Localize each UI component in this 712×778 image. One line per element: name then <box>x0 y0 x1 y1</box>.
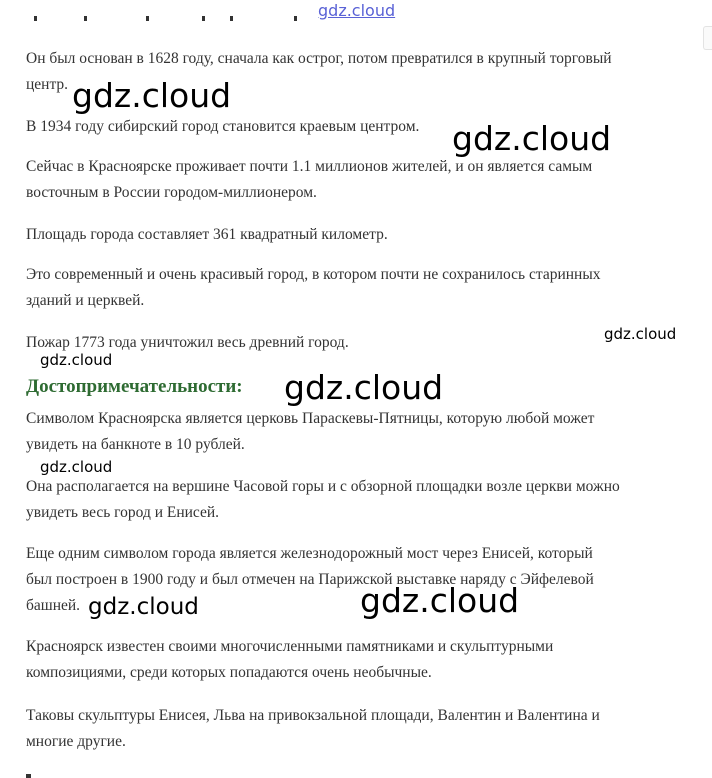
text-line: увидеть весь город и Енисей. <box>26 504 220 521</box>
text-line: Площадь города составляет 361 квадратный километр. <box>26 226 388 243</box>
watermark: gdz.cloud <box>360 581 520 620</box>
text-line: Она располагается на вершине Часовой горы и с обзорной площадки возле церкви можно <box>26 478 620 495</box>
text-line: увидеть на банкноте в 10 рублей. <box>26 436 245 453</box>
paragraph-sculptures <box>26 703 686 755</box>
text-line: зданий и церквей. <box>26 292 145 309</box>
text-line: Это современный и очень красивый город, в котором почти не сохранилось старинных <box>26 266 601 283</box>
text-line: Еще одним символом города является железнодорожный мост через Енисей, который <box>26 545 593 562</box>
paragraph-population <box>26 154 686 206</box>
watermark: gdz.cloud <box>72 76 232 115</box>
watermark: gdz.cloud <box>604 325 677 343</box>
cropped-text-line <box>26 16 326 22</box>
text-line: Символом Красноярска является церковь Параскевы-Пятницы, которую любой может <box>26 410 595 427</box>
text-line: Он был основан в 1628 году, сначала как острог, потом превратился в крупный торговый <box>26 50 612 67</box>
text-line: Красноярск известен своими многочисленными памятниками и скульптурными <box>26 638 554 655</box>
text-line: многие другие. <box>26 733 126 750</box>
text-line: башней. <box>26 597 81 614</box>
watermark: gdz.cloud <box>40 351 113 369</box>
text-line: центр. <box>26 76 69 93</box>
paragraph-monuments <box>26 634 686 686</box>
paragraph-chasovaya-hill <box>26 474 686 526</box>
cropped-text-line <box>26 774 31 778</box>
paragraph-modern-city <box>26 262 686 314</box>
text-line: В 1934 году сибирский город становится краевым центром. <box>26 118 420 135</box>
watermark: gdz.cloud <box>284 368 444 407</box>
text-line: Сейчас в Красноярске проживает почти 1.1 миллионов жителей, и он является самым <box>26 158 593 175</box>
section-heading: Достопримечательности: <box>26 376 243 397</box>
text-line: композициями, среди которых попадаются очень необычные. <box>26 664 432 681</box>
paragraph-fire <box>26 330 686 356</box>
text-line: Таковы скульптуры Енисея, Льва на привокзальной площади, Валентин и Валентина и <box>26 707 600 724</box>
paragraph-area <box>26 222 686 248</box>
watermark: gdz.cloud <box>452 119 612 158</box>
scrollbar[interactable] <box>703 26 712 50</box>
paragraph-church <box>26 406 686 458</box>
text-line: Пожар 1773 года уничтожил весь древний город. <box>26 334 349 351</box>
text-line: был построен в 1900 году и был отмечен на Парижской выставке наряду с Эйфелевой <box>26 571 594 588</box>
watermark: gdz.cloud <box>88 594 199 620</box>
text-line: восточным в России городом-миллионером. <box>26 184 317 201</box>
watermark-link[interactable]: gdz.cloud <box>318 1 396 20</box>
watermark: gdz.cloud <box>40 458 113 476</box>
